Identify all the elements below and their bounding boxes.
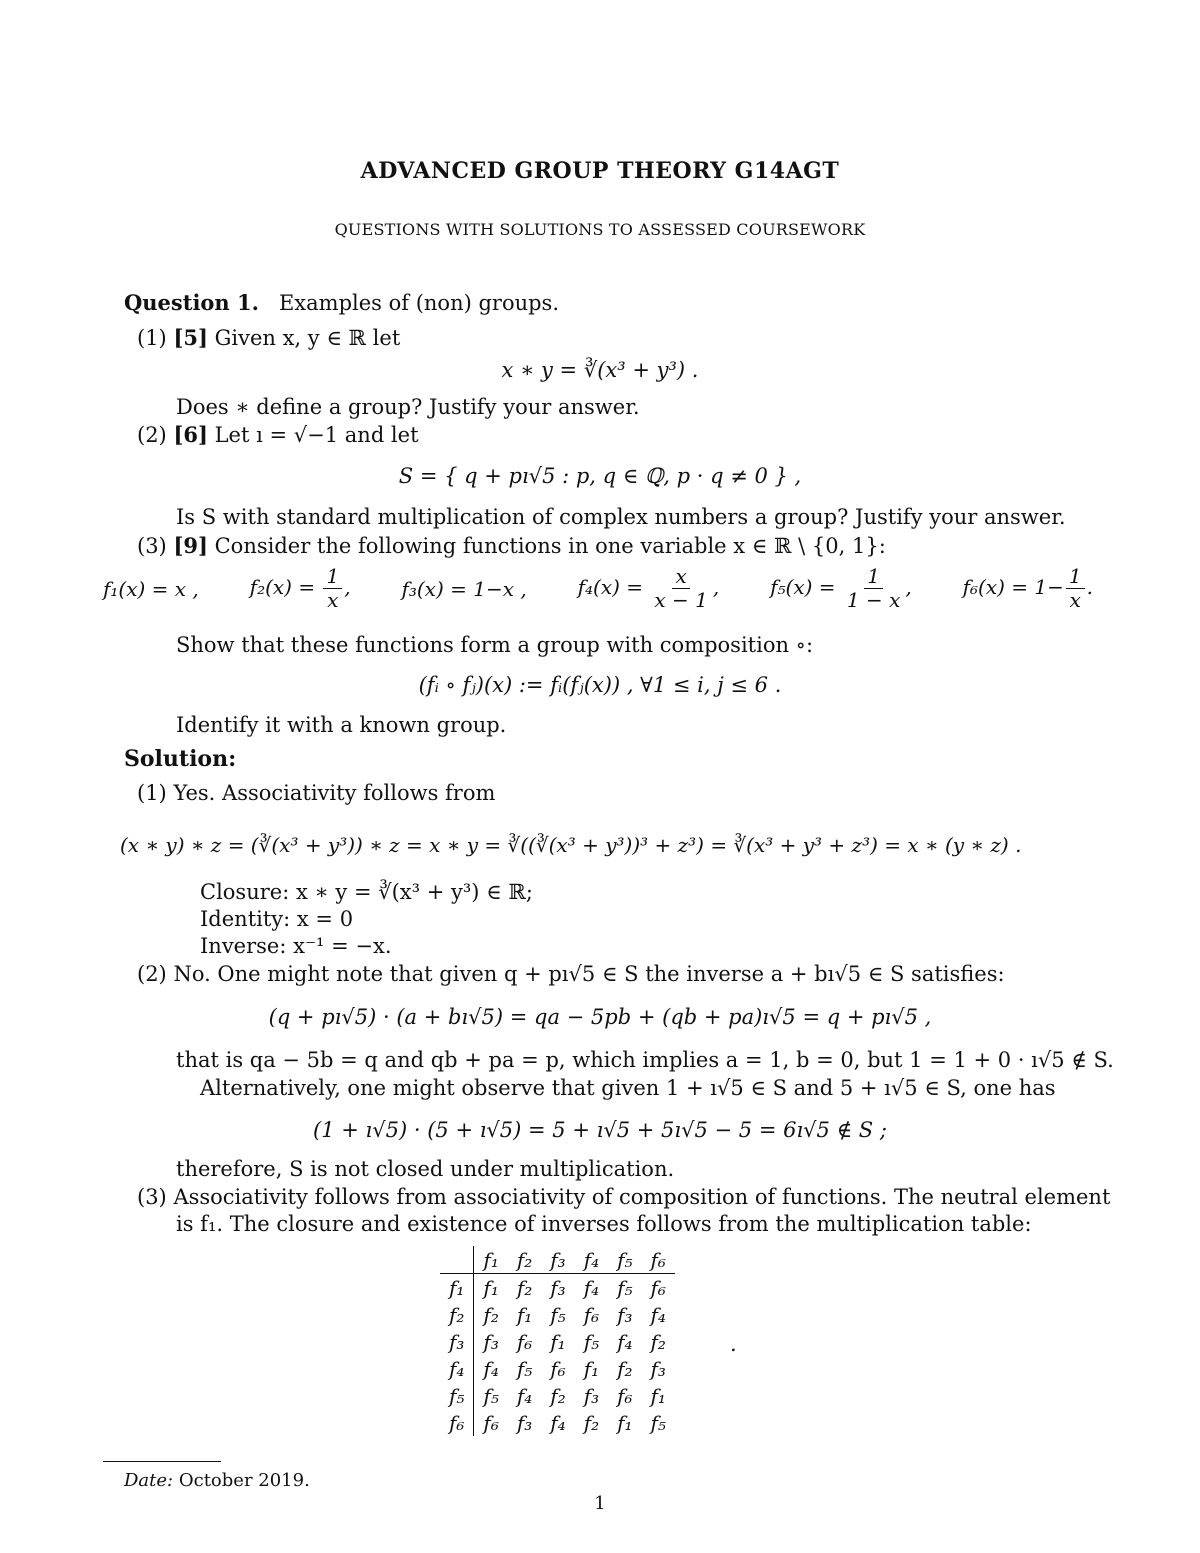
table-header-cell: f₂ (508, 1246, 541, 1274)
part3-number: (3) (137, 534, 167, 558)
table-row-header: f₂ (440, 1301, 474, 1328)
table-cell: f₅ (617, 1275, 633, 1300)
fraction: $\frac{1}{x}$ (1066, 566, 1085, 611)
table-cell: f₂ (583, 1410, 600, 1435)
part3-text: Consider the following functions in one variable x ∈ ℝ \ {0, 1}: (214, 534, 886, 558)
table-row-header: f₄ (440, 1355, 474, 1382)
solution1-closure: Closure: x ∗ y = ∛(x³ + y³) ∈ ℝ; (200, 880, 533, 904)
function-f3: f₃(x) = 1−x , (401, 576, 527, 601)
table-cell: f₆ (617, 1383, 633, 1408)
table-cell: f₄ (617, 1329, 633, 1354)
table-row-header: f₆ (440, 1409, 474, 1436)
table-header-cell: f₅ (608, 1246, 641, 1274)
table-row (440, 1355, 675, 1382)
table-cell: f₂ (483, 1302, 499, 1327)
table-cell: f₅ (583, 1329, 600, 1354)
table-cell: f₄ (550, 1410, 566, 1435)
table-cell: f₃ (583, 1383, 600, 1408)
function-f4: f₄(x) = $\frac{x}{x - 1}$ , (577, 564, 720, 612)
footnote-rule (103, 1461, 221, 1462)
part2-text: Let ı = √−1 and let (214, 423, 419, 447)
table-row (440, 1274, 675, 1302)
table-cell: f₅ (550, 1302, 566, 1327)
function-f1: f₁(x) = x , (103, 576, 199, 601)
question-title: Examples of (non) groups. (278, 291, 560, 315)
part2-intro (137, 422, 419, 447)
part2-question: Is S with standard multiplication of complex numbers a group? Justify your answer. (176, 505, 1066, 529)
table-cell: f₁ (617, 1410, 633, 1435)
solution1-identity: Identity: x = 0 (200, 907, 354, 931)
table-cell: f₃ (516, 1410, 533, 1435)
part3-marks: [9] (173, 533, 208, 558)
solution1-formula: (x ∗ y) ∗ z = (∛(x³ + y³)) ∗ z = x ∗ y = ∛((∛(x³ + y³))³ + z³) = ∛(x³ + y³ + z³) = x ∗ (y ∗ z) . (120, 833, 1022, 857)
fraction: $\frac{x}{x - 1}$ (654, 564, 708, 612)
table-cell: f₆ (650, 1275, 666, 1300)
table-cell: f₄ (516, 1383, 533, 1408)
fraction: $\frac{1}{1 - x}$ (846, 564, 901, 612)
part3-identify: Identify it with a known group. (176, 713, 507, 737)
table-header-cell: f₁ (474, 1246, 508, 1274)
table-header-row (440, 1246, 675, 1274)
table-cell: f₆ (583, 1302, 600, 1327)
part1-marks: [5] (173, 325, 208, 350)
part2-marks: [6] (173, 422, 208, 447)
question-heading (124, 290, 559, 315)
table-cell: f₂ (550, 1383, 566, 1408)
table-cell: f₁ (516, 1302, 533, 1327)
multiplication-table (440, 1246, 675, 1436)
table-cell: f₃ (550, 1275, 566, 1300)
function-f2: f₂(x) = $\frac{1}{x}$ , (249, 564, 351, 612)
table-row (440, 1301, 675, 1328)
footnote-date (124, 1470, 310, 1491)
solution-heading: Solution: (124, 746, 237, 772)
table-cell: f₅ (650, 1410, 666, 1435)
solution2-line1: that is qa − 5b = q and qb + pa = p, which implies a = 1, b = 0, but 1 = 1 + 0 · ı√5 ∉ S. (176, 1048, 1114, 1072)
part1-formula: x ∗ y = ∛(x³ + y³) . (501, 358, 699, 382)
table-cell: f₁ (583, 1356, 600, 1381)
table-cell: f₄ (583, 1275, 600, 1300)
table-cell: f₂ (617, 1356, 633, 1381)
table-header-cell: f₄ (575, 1246, 608, 1274)
part3-intro (137, 533, 886, 558)
table-row-header: f₅ (440, 1382, 474, 1409)
composition-formula: (fᵢ ∘ fⱼ)(x) := fᵢ(fⱼ(x)) , ∀1 ≤ i, j ≤ 6 . (418, 673, 782, 697)
solution3-line1: (3) Associativity follows from associativity of composition of functions. The neutral element (137, 1185, 1111, 1209)
function-f6: f₆(x) = 1− $\frac{1}{x}$ . (962, 564, 1093, 612)
solution2-formula2: (1 + ı√5) · (5 + ı√5) = 5 + ı√5 + 5ı√5 − 5 = 6ı√5 ∉ S ; (313, 1118, 887, 1142)
table-cell: f₃ (617, 1302, 633, 1327)
function-definitions (103, 566, 1093, 611)
table-row-header: f₃ (440, 1328, 474, 1355)
part1-question: Does ∗ define a group? Justify your answer. (176, 395, 640, 419)
table-cell: f₁ (650, 1383, 666, 1408)
document-subtitle: QUESTIONS WITH SOLUTIONS TO ASSESSED COURSEWORK (334, 220, 866, 239)
solution3-line2: is f₁. The closure and existence of inverses follows from the multiplication table: (176, 1212, 1032, 1236)
table-cell: f₄ (483, 1356, 499, 1381)
table-row (440, 1382, 675, 1409)
table-trailing-period: . (730, 1332, 737, 1356)
function-f5: f₅(x) = $\frac{1}{1 - x}$ , (770, 564, 912, 612)
table-cell: f₅ (516, 1356, 533, 1381)
table-cell: f₆ (550, 1356, 566, 1381)
part1-intro (137, 325, 400, 350)
table-cell: f₂ (650, 1329, 666, 1354)
part1-text: Given x, y ∈ ℝ let (214, 326, 401, 350)
table-cell: f₆ (516, 1329, 533, 1354)
solution1-intro: (1) Yes. Associativity follows from (137, 781, 496, 805)
page-number: 1 (594, 1493, 606, 1514)
table-corner (440, 1246, 474, 1274)
table-cell: f₅ (483, 1383, 499, 1408)
table-header-cell: f₆ (642, 1246, 675, 1274)
table-cell: f₃ (650, 1356, 666, 1381)
part2-formula: S = { q + pı√5 : p, q ∈ ℚ, p · q ≠ 0 } , (398, 464, 802, 488)
solution1-inverse: Inverse: x⁻¹ = −x. (200, 934, 392, 958)
date-label: Date: (124, 1470, 174, 1491)
solution2-line3: therefore, S is not closed under multiplication. (176, 1157, 675, 1181)
solution2-intro: (2) No. One might note that given q + pı√5 ∈ S the inverse a + bı√5 ∈ S satisfies: (137, 962, 1005, 986)
table-cell: f₃ (483, 1329, 499, 1354)
table-row (440, 1409, 675, 1436)
document-title: ADVANCED GROUP THEORY G14AGT (360, 158, 840, 184)
part1-number: (1) (137, 326, 167, 350)
table-cell: f₂ (516, 1275, 533, 1300)
table-cell: f₆ (483, 1410, 499, 1435)
date-value: October 2019. (178, 1470, 310, 1491)
part3-show: Show that these functions form a group with composition ∘: (176, 633, 814, 657)
table-header-cell: f₃ (541, 1246, 574, 1274)
table-cell: f₄ (650, 1302, 666, 1327)
table-row (440, 1328, 675, 1355)
table-row-header: f₁ (440, 1274, 474, 1302)
question-label: Question 1. (124, 290, 259, 315)
part2-number: (2) (137, 423, 167, 447)
table-cell: f₁ (550, 1329, 566, 1354)
fraction: $\frac{1}{x}$ (323, 566, 342, 611)
solution2-line2: Alternatively, one might observe that given 1 + ı√5 ∈ S and 5 + ı√5 ∈ S, one has (200, 1076, 1056, 1100)
table-cell: f₁ (483, 1275, 499, 1300)
solution2-formula1: (q + pı√5) · (a + bı√5) = qa − 5pb + (qb + pa)ı√5 = q + pı√5 , (268, 1005, 932, 1029)
